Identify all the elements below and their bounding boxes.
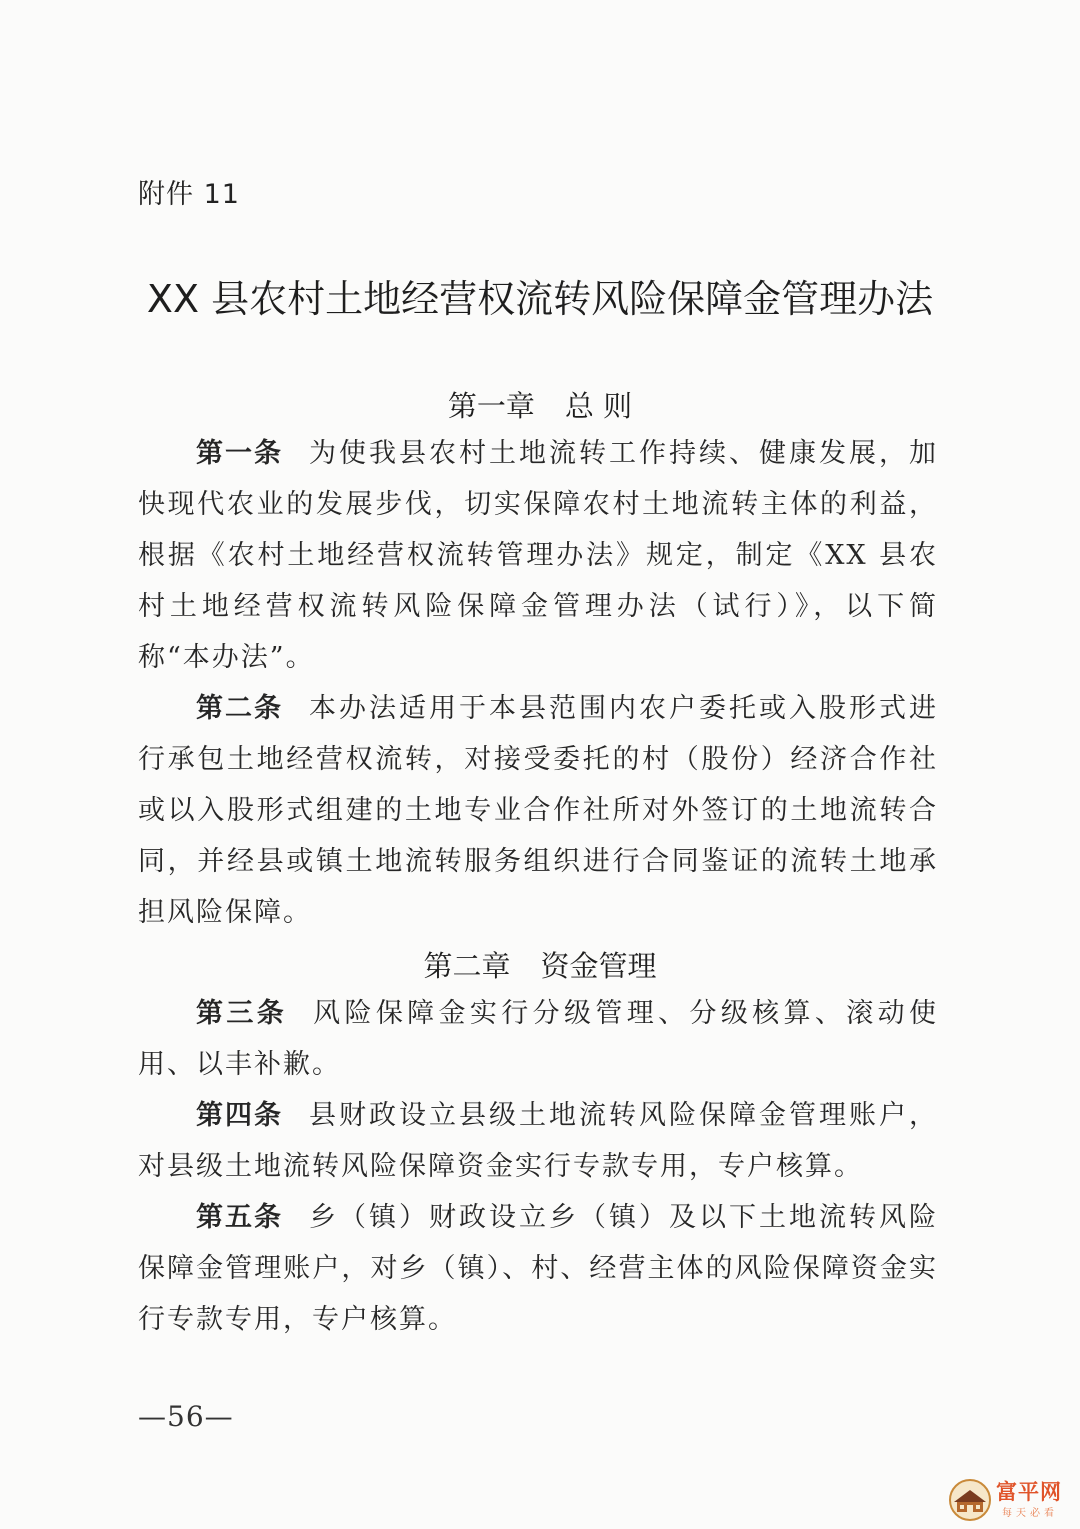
chapter-1-body (138, 428, 938, 938)
article-label: 第五条 (196, 1202, 283, 1233)
chapter-name: 资金管理 (540, 949, 657, 983)
article-paragraph (138, 428, 938, 683)
document-title: XX 县农村土地经营权流转风险保障金管理办法 (146, 277, 934, 321)
chapter-2-body (138, 988, 938, 1345)
chapter-name: 总 则 (564, 389, 633, 423)
chapter-heading-1 (0, 384, 1080, 425)
article-text: 乡（镇）财政设立乡（镇）及以下土地流转风险保障金管理账户，对乡（镇）、村、经营主体的风险保障资金实行专款专用，专户核算。 (138, 1202, 938, 1335)
article-paragraph (138, 683, 938, 938)
article-text: 为使我县农村土地流转工作持续、健康发展，加快现代农业的发展步伐，切实保障农村土地流转主体的利益，根据《农村土地经营权流转管理办法》规定，制定《XX 县农村土地经营权流转风险保障金管理办法（试行）》，以下简称“本办法”。 (138, 438, 938, 673)
article-label: 第二条 (196, 693, 283, 724)
article-paragraph (138, 1090, 938, 1192)
site-slogan: 每天必看 (1002, 1508, 1058, 1519)
attachment-label: 附件 11 (138, 179, 240, 210)
article-paragraph (138, 988, 938, 1090)
page-number: —56— (138, 1400, 234, 1433)
article-paragraph (138, 1192, 938, 1345)
site-name: 富平网 (996, 1480, 1062, 1504)
article-label: 第四条 (196, 1100, 283, 1131)
chapter-heading-2 (0, 944, 1080, 985)
site-logo-icon (948, 1478, 992, 1522)
article-label: 第一条 (196, 438, 283, 469)
article-label: 第三条 (196, 998, 288, 1029)
chapter-number: 第一章 (447, 389, 535, 423)
site-watermark (948, 1476, 1078, 1526)
article-text: 县财政设立县级土地流转风险保障金管理账户，对县级土地流转风险保障资金实行专款专用，专户核算。 (138, 1100, 938, 1182)
article-text: 风险保障金实行分级管理、分级核算、滚动使用、以丰补歉。 (138, 998, 939, 1080)
chapter-number: 第二章 (423, 949, 511, 983)
article-text: 本办法适用于本县范围内农户委托或入股形式进行承包土地经营权流转，对接受委托的村（股份）经济合作社或以入股形式组建的土地专业合作社所对外签订的土地流转合同，并经县或镇土地流转服务组织进行合同鉴证的流转土地承担风险保障。 (138, 693, 938, 928)
